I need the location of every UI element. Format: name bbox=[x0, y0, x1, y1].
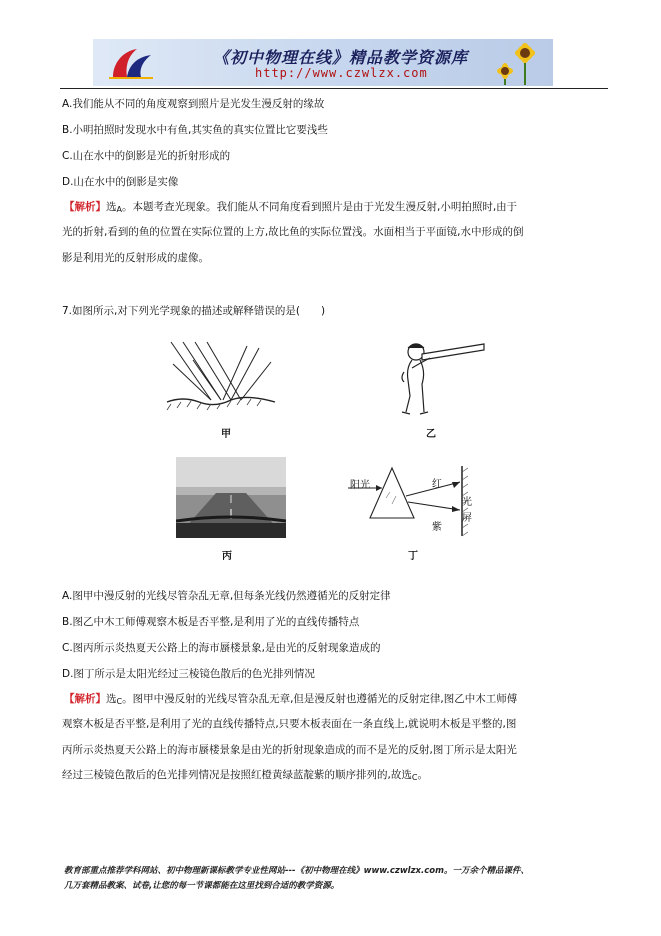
figure-prism-dispersion bbox=[348, 462, 478, 540]
figure-label-ding: 丁 bbox=[408, 551, 418, 562]
analysis-answer: C bbox=[116, 697, 123, 706]
banner-url[interactable]: http://www.czwlzx.com bbox=[255, 66, 428, 80]
q7-option-c: C.图丙所示炎热夏天公路上的海市蜃楼景象,是由光的反射现象造成的 bbox=[62, 642, 381, 654]
prism-label-screen-bottom: 屏 bbox=[462, 513, 472, 524]
figure-label-yi: 乙 bbox=[426, 429, 436, 440]
figure-diffuse-reflection bbox=[163, 338, 279, 418]
q6-analysis-line1 bbox=[64, 199, 517, 214]
q6-option-d: D.山在水中的倒影是实像 bbox=[62, 176, 179, 188]
analysis-tag: 【解析】 bbox=[64, 693, 106, 705]
q7-option-a: A.图甲中漫反射的光线尽管杂乱无章,但每条光线仍然遵循光的反射定律 bbox=[62, 590, 391, 602]
figure-label-jia: 甲 bbox=[221, 429, 231, 440]
analysis-answer: A bbox=[116, 205, 122, 214]
analysis-text: 经过三棱镜色散后的色光排列情况是按照红橙黄绿蓝靛紫的顺序排列的,故选 bbox=[62, 769, 412, 781]
site-logo-icon bbox=[107, 45, 155, 81]
page-footer bbox=[64, 864, 624, 894]
analysis-end: 。 bbox=[417, 769, 428, 781]
header-rule bbox=[60, 88, 608, 89]
analysis-end-answer: C bbox=[411, 773, 418, 782]
prism-label-red: 红 bbox=[432, 479, 442, 490]
banner-title: 《初中物理在线》精品教学资源库 bbox=[213, 48, 469, 67]
q7-analysis-line2: 观察木板是否平整,是利用了光的直线传播特点,只要木板表面在一条直线上,就说明木板是平整的,图 bbox=[62, 718, 517, 730]
q6-option-c: C.山在水中的倒影是光的折射形成的 bbox=[62, 150, 231, 162]
analysis-tag: 【解析】 bbox=[64, 201, 106, 213]
figure-road-mirage bbox=[176, 457, 286, 538]
footer-line2: 几万套精品教案、试卷,让您的每一节课都能在这里找到合适的教学资源。 bbox=[64, 881, 340, 891]
q7-option-b: B.图乙中木工师傅观察木板是否平整,是利用了光的直线传播特点 bbox=[62, 616, 360, 628]
sunflower-icon bbox=[489, 41, 549, 85]
analysis-lead: 选 bbox=[106, 201, 117, 213]
figure-carpenter bbox=[392, 338, 488, 418]
header-banner bbox=[93, 39, 553, 86]
analysis-text: 。本题考查光现象。我们能从不同角度看到照片是由于光发生漫反射,小明拍照时,由于 bbox=[121, 201, 518, 213]
q6-option-b: B.小明拍照时发现水中有鱼,其实鱼的真实位置比它要浅些 bbox=[62, 124, 328, 136]
q7-analysis-line4 bbox=[62, 767, 428, 782]
q7-option-d: D.图丁所示是太阳光经过三棱镜色散后的色光排列情况 bbox=[62, 668, 315, 680]
footer-line1: 教育部重点推荐学科网站、初中物理新课标教学专业性网站---《初中物理在线》www.czwlzx.com。一万余个精品课件、 bbox=[64, 866, 529, 876]
q7-stem: 7.如图所示,对下列光学现象的描述或解释错误的是( ) bbox=[62, 305, 326, 317]
prism-label-sunlight: 阳光 bbox=[350, 480, 370, 491]
q6-analysis-line2: 光的折射,看到的鱼的位置在实际位置的上方,故比鱼的实际位置浅。水面相当于平面镜,水中形成的倒 bbox=[62, 226, 524, 238]
prism-label-screen-top: 光 bbox=[462, 497, 472, 508]
prism-label-violet: 紫 bbox=[432, 522, 442, 533]
q6-analysis-line3: 影是利用光的反射形成的虚像。 bbox=[62, 252, 209, 264]
q6-option-a: A.我们能从不同的角度观察到照片是光发生漫反射的缘故 bbox=[62, 98, 325, 110]
figure-label-bing: 丙 bbox=[222, 551, 232, 562]
analysis-lead: 选 bbox=[106, 693, 117, 705]
q7-analysis-line3: 丙所示炎热夏天公路上的海市蜃楼景象是由光的折射现象造成的而不是光的反射,图丁所示是太阳光 bbox=[62, 744, 517, 756]
q7-analysis-line1 bbox=[64, 691, 517, 706]
analysis-text: 。图甲中漫反射的光线尽管杂乱无章,但是漫反射也遵循光的反射定律,图乙中木工师傅 bbox=[122, 693, 518, 705]
